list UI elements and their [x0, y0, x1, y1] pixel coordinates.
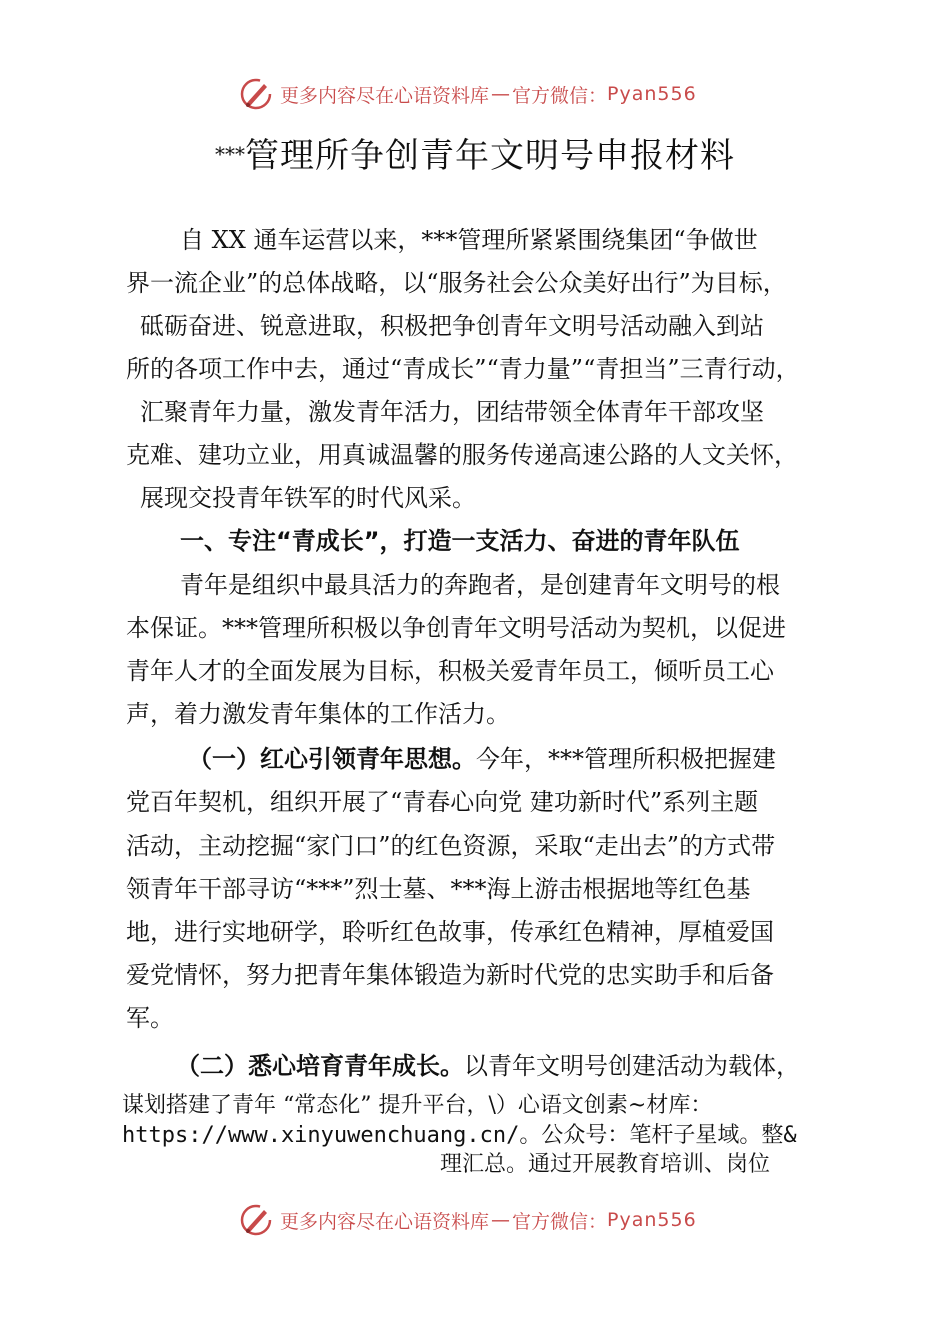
body-line: 本保证。***管理所积极以争创青年文明号活动为契机，以促进 [126, 614, 786, 642]
subsection-heading: （一）红心引领青年思想。 [188, 745, 476, 773]
banner-wechat-id: Pyan556 [607, 83, 697, 105]
banner-separator: — [491, 83, 511, 105]
brush-logo-icon [238, 1202, 274, 1238]
body-line: 领青年干部寻访“***”烈士墓、***海上游击根据地等红色基 [126, 875, 751, 903]
banner-wechat-label: 官方微信： [512, 1210, 608, 1233]
document-title [0, 128, 950, 177]
banner-text: 更多内容尽在心语资料库 [280, 1210, 490, 1233]
banner-wechat-label: 官方微信： [512, 84, 608, 107]
footer-watermark-banner [238, 1200, 697, 1240]
body-line: 谋划搭建了青年 “常态化” 提升平台，\）心语文创素~材库： [122, 1093, 713, 1118]
body-line: 活动，主动挖掘“家门口”的红色资源，采取“走出去”的方式带 [126, 832, 776, 860]
title-text: 管理所争创青年文明号申报材料 [245, 136, 735, 176]
body-line: 地，进行实地研学，聆听红色故事，传承红色精神，厚植爱国 [126, 918, 774, 946]
section-heading: 一、专注“青成长”，打造一支活力、奋进的青年队伍 [180, 527, 740, 555]
banner-separator: — [491, 1209, 511, 1231]
body-line: 所的各项工作中去，通过“青成长”“青力量”“青担当”三青行动， [126, 355, 800, 383]
body-line: 声，着力激发青年集体的工作活力。 [126, 700, 510, 728]
body-text: 以青年文明号创建活动为载体， [464, 1052, 800, 1080]
body-text: 今年，***管理所积极把握建 [476, 745, 776, 773]
subsection-heading: （二）悉心培育青年成长。 [176, 1052, 464, 1080]
title-prefix: *** [215, 142, 245, 166]
header-watermark-banner [238, 74, 697, 114]
banner-wechat-id: Pyan556 [607, 1209, 697, 1231]
body-line: 界一流企业”的总体战略，以“服务社会公众美好出行”为目标， [126, 269, 787, 297]
body-line: 砥砺奋进、锐意进取，积极把争创青年文明号活动融入到站 [140, 312, 764, 340]
body-line-url: https://www.xinyuwenchuang.cn/。公众号：笔杆子星域。整& [122, 1123, 797, 1148]
body-line: 汇聚青年力量，激发青年活力，团结带领全体青年干部攻坚 [140, 398, 764, 426]
banner-text: 更多内容尽在心语资料库 [280, 84, 490, 107]
body-line: 党百年契机，组织开展了“青春心向党 建功新时代”系列主题 [126, 788, 759, 816]
brush-logo-icon [238, 76, 274, 112]
body-line: 爱党情怀，努力把青年集体锻造为新时代党的忠实助手和后备 [126, 961, 774, 989]
body-line: 理汇总。通过开展教育培训、岗位 [440, 1152, 771, 1177]
body-line: 军。 [126, 1004, 174, 1032]
body-line: 展现交投青年铁军的时代风采。 [140, 484, 476, 512]
body-line: 自 XX 通车运营以来，***管理所紧紧围绕集团“争做世 [180, 226, 758, 254]
body-line: 青年人才的全面发展为目标，积极关爱青年员工，倾听员工心 [126, 657, 774, 685]
body-line: 青年是组织中最具活力的奔跑者，是创建青年文明号的根 [180, 571, 780, 599]
body-line [188, 747, 776, 771]
body-line: 克难、建功立业，用真诚温馨的服务传递高速公路的人文关怀， [126, 441, 798, 469]
body-line [176, 1054, 800, 1078]
